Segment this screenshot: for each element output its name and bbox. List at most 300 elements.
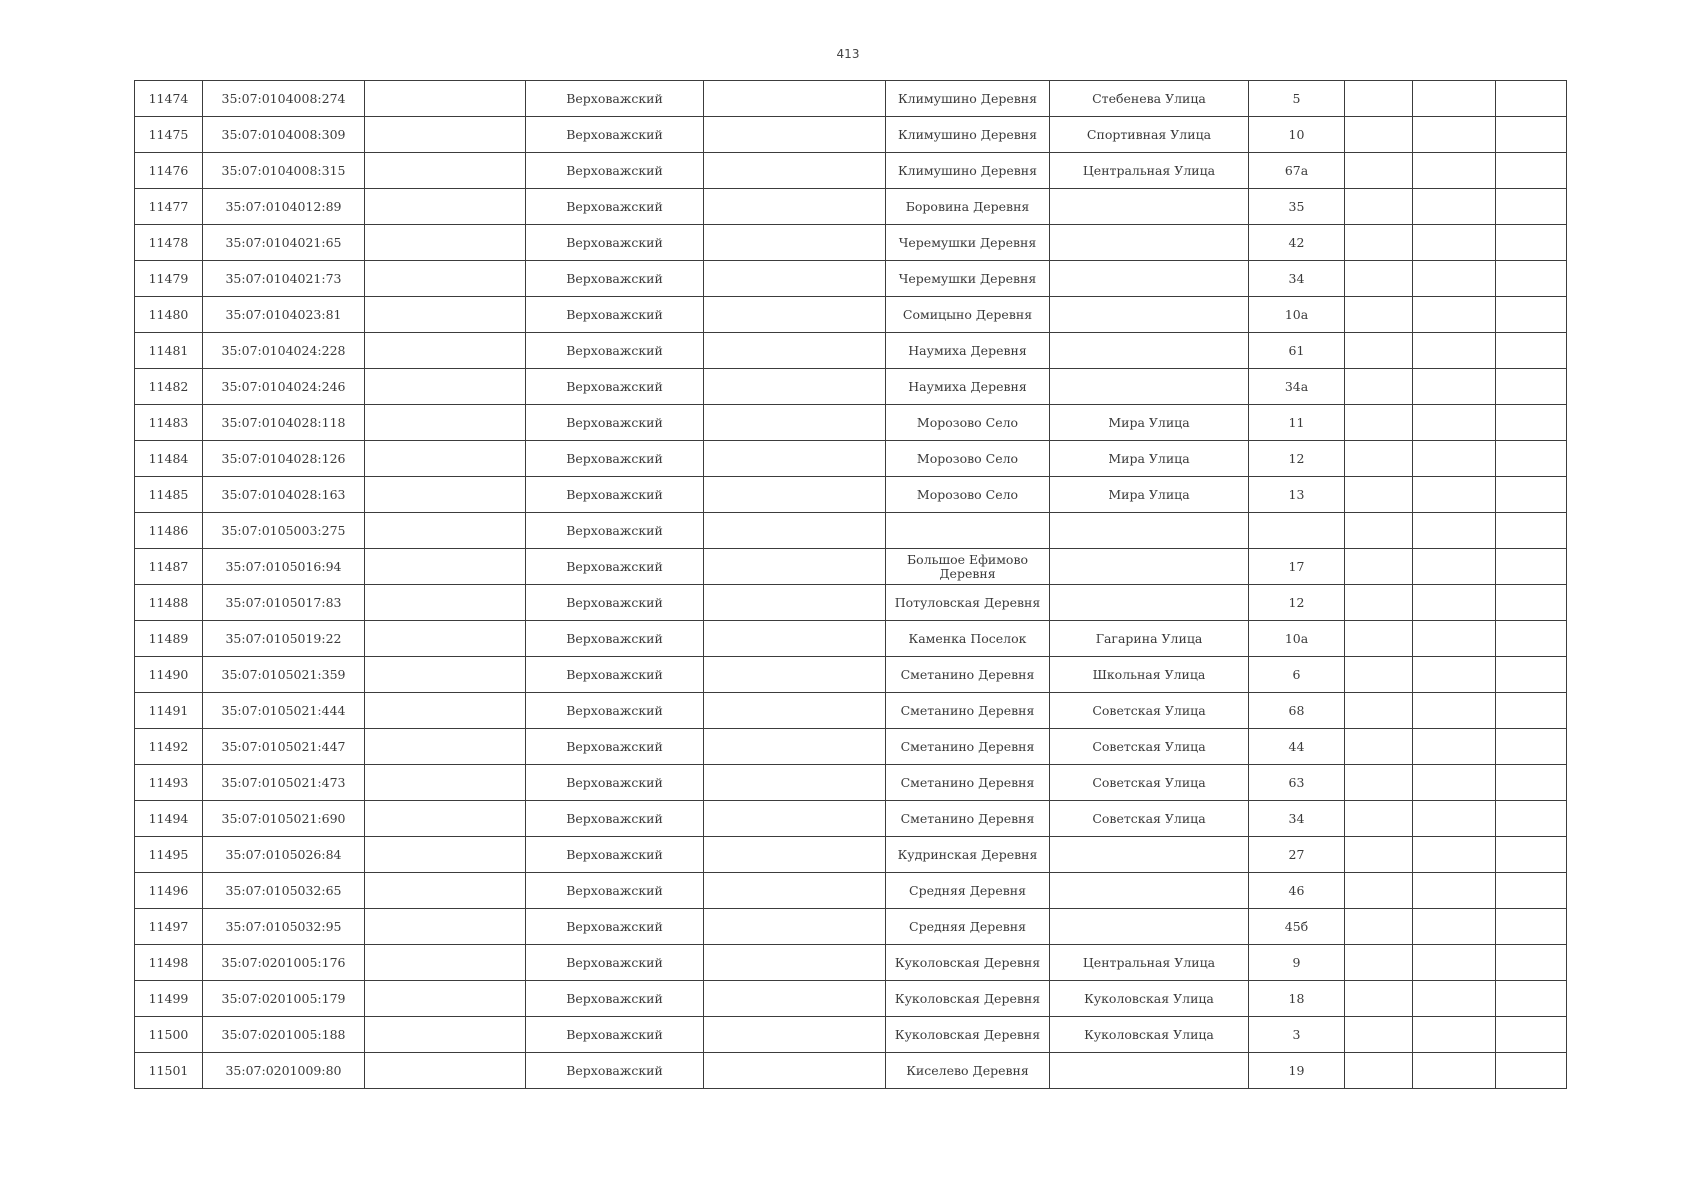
row-number-cell: 11482	[135, 369, 203, 405]
empty-cell-a	[365, 873, 526, 909]
table-row	[135, 333, 1567, 369]
empty-cell-e	[1496, 549, 1567, 585]
empty-cell-b	[704, 657, 886, 693]
empty-cell-b	[704, 1017, 886, 1053]
row-number-cell: 11494	[135, 801, 203, 837]
empty-cell-d	[1413, 1053, 1496, 1089]
cadastral-number-cell: 35:07:0104028:126	[203, 441, 365, 477]
street-cell: Советская Улица	[1050, 729, 1249, 765]
empty-cell-c	[1345, 657, 1413, 693]
house-number-cell: 10	[1249, 117, 1345, 153]
table-row	[135, 621, 1567, 657]
street-cell: Куколовская Улица	[1050, 981, 1249, 1017]
empty-cell-d	[1413, 477, 1496, 513]
empty-cell-e	[1496, 621, 1567, 657]
district-cell: Верховажский	[526, 873, 704, 909]
empty-cell-c	[1345, 297, 1413, 333]
empty-cell-a	[365, 585, 526, 621]
empty-cell-b	[704, 117, 886, 153]
row-number-cell: 11500	[135, 1017, 203, 1053]
empty-cell-a	[365, 477, 526, 513]
street-cell: Советская Улица	[1050, 801, 1249, 837]
empty-cell-d	[1413, 693, 1496, 729]
district-cell: Верховажский	[526, 333, 704, 369]
district-cell: Верховажский	[526, 369, 704, 405]
house-number-cell: 17	[1249, 549, 1345, 585]
cadastral-number-cell: 35:07:0105019:22	[203, 621, 365, 657]
empty-cell-d	[1413, 117, 1496, 153]
street-cell	[1050, 513, 1249, 549]
cadastral-number-cell: 35:07:0105017:83	[203, 585, 365, 621]
cadastral-number-cell: 35:07:0105016:94	[203, 549, 365, 585]
empty-cell-d	[1413, 513, 1496, 549]
empty-cell-c	[1345, 549, 1413, 585]
table-row	[135, 549, 1567, 585]
cadastral-number-cell: 35:07:0104021:65	[203, 225, 365, 261]
empty-cell-a	[365, 693, 526, 729]
empty-cell-c	[1345, 765, 1413, 801]
house-number-cell: 68	[1249, 693, 1345, 729]
street-cell	[1050, 333, 1249, 369]
locality-cell: Наумиха Деревня	[886, 333, 1050, 369]
empty-cell-b	[704, 369, 886, 405]
cadastral-number-cell: 35:07:0104008:315	[203, 153, 365, 189]
table-row	[135, 225, 1567, 261]
empty-cell-c	[1345, 153, 1413, 189]
street-cell: Центральная Улица	[1050, 945, 1249, 981]
empty-cell-b	[704, 405, 886, 441]
empty-cell-c	[1345, 801, 1413, 837]
locality-cell: Черемушки Деревня	[886, 225, 1050, 261]
house-number-cell: 42	[1249, 225, 1345, 261]
street-cell: Мира Улица	[1050, 477, 1249, 513]
empty-cell-d	[1413, 369, 1496, 405]
cadastral-number-cell: 35:07:0105021:359	[203, 657, 365, 693]
empty-cell-c	[1345, 117, 1413, 153]
empty-cell-e	[1496, 909, 1567, 945]
empty-cell-a	[365, 297, 526, 333]
empty-cell-d	[1413, 333, 1496, 369]
empty-cell-a	[365, 513, 526, 549]
house-number-cell: 34а	[1249, 369, 1345, 405]
house-number-cell: 13	[1249, 477, 1345, 513]
house-number-cell: 35	[1249, 189, 1345, 225]
house-number-cell: 27	[1249, 837, 1345, 873]
locality-cell: Сметанино Деревня	[886, 765, 1050, 801]
street-cell	[1050, 225, 1249, 261]
street-cell	[1050, 837, 1249, 873]
empty-cell-a	[365, 117, 526, 153]
empty-cell-d	[1413, 261, 1496, 297]
empty-cell-b	[704, 909, 886, 945]
empty-cell-c	[1345, 477, 1413, 513]
empty-cell-b	[704, 765, 886, 801]
empty-cell-a	[365, 837, 526, 873]
district-cell: Верховажский	[526, 261, 704, 297]
row-number-cell: 11483	[135, 405, 203, 441]
empty-cell-e	[1496, 585, 1567, 621]
row-number-cell: 11497	[135, 909, 203, 945]
street-cell	[1050, 873, 1249, 909]
street-cell	[1050, 297, 1249, 333]
street-cell	[1050, 909, 1249, 945]
empty-cell-b	[704, 729, 886, 765]
empty-cell-e	[1496, 693, 1567, 729]
district-cell: Верховажский	[526, 405, 704, 441]
district-cell: Верховажский	[526, 81, 704, 117]
empty-cell-c	[1345, 81, 1413, 117]
empty-cell-e	[1496, 189, 1567, 225]
row-number-cell: 11496	[135, 873, 203, 909]
empty-cell-a	[365, 621, 526, 657]
empty-cell-d	[1413, 81, 1496, 117]
street-cell: Стебенева Улица	[1050, 81, 1249, 117]
empty-cell-c	[1345, 729, 1413, 765]
empty-cell-c	[1345, 873, 1413, 909]
locality-cell: Морозово Село	[886, 441, 1050, 477]
row-number-cell: 11486	[135, 513, 203, 549]
locality-cell: Наумиха Деревня	[886, 369, 1050, 405]
row-number-cell: 11498	[135, 945, 203, 981]
table-row	[135, 837, 1567, 873]
house-number-cell: 9	[1249, 945, 1345, 981]
cadastral-number-cell: 35:07:0104024:228	[203, 333, 365, 369]
cadastral-number-cell: 35:07:0105032:65	[203, 873, 365, 909]
street-cell: Гагарина Улица	[1050, 621, 1249, 657]
empty-cell-e	[1496, 81, 1567, 117]
district-cell: Верховажский	[526, 837, 704, 873]
empty-cell-d	[1413, 945, 1496, 981]
empty-cell-c	[1345, 621, 1413, 657]
empty-cell-e	[1496, 837, 1567, 873]
table-row	[135, 117, 1567, 153]
table-row	[135, 801, 1567, 837]
cadastral-number-cell: 35:07:0104012:89	[203, 189, 365, 225]
table-row	[135, 477, 1567, 513]
cadastral-number-cell: 35:07:0104028:118	[203, 405, 365, 441]
empty-cell-d	[1413, 1017, 1496, 1053]
empty-cell-c	[1345, 441, 1413, 477]
street-cell: Мира Улица	[1050, 405, 1249, 441]
street-cell: Советская Улица	[1050, 765, 1249, 801]
empty-cell-b	[704, 225, 886, 261]
street-cell	[1050, 549, 1249, 585]
locality-cell: Куколовская Деревня	[886, 1017, 1050, 1053]
empty-cell-c	[1345, 837, 1413, 873]
table-row	[135, 297, 1567, 333]
table-row	[135, 909, 1567, 945]
district-cell: Верховажский	[526, 153, 704, 189]
house-number-cell: 19	[1249, 1053, 1345, 1089]
house-number-cell: 34	[1249, 801, 1345, 837]
empty-cell-a	[365, 441, 526, 477]
street-cell: Спортивная Улица	[1050, 117, 1249, 153]
empty-cell-d	[1413, 621, 1496, 657]
empty-cell-d	[1413, 981, 1496, 1017]
empty-cell-a	[365, 765, 526, 801]
row-number-cell: 11484	[135, 441, 203, 477]
district-cell: Верховажский	[526, 657, 704, 693]
empty-cell-c	[1345, 225, 1413, 261]
empty-cell-d	[1413, 873, 1496, 909]
street-cell: Школьная Улица	[1050, 657, 1249, 693]
empty-cell-d	[1413, 657, 1496, 693]
district-cell: Верховажский	[526, 1053, 704, 1089]
empty-cell-c	[1345, 945, 1413, 981]
empty-cell-c	[1345, 585, 1413, 621]
empty-cell-a	[365, 657, 526, 693]
locality-cell: Киселево Деревня	[886, 1053, 1050, 1089]
empty-cell-c	[1345, 405, 1413, 441]
empty-cell-e	[1496, 477, 1567, 513]
cadastral-number-cell: 35:07:0105021:444	[203, 693, 365, 729]
house-number-cell	[1249, 513, 1345, 549]
street-cell	[1050, 189, 1249, 225]
house-number-cell: 61	[1249, 333, 1345, 369]
empty-cell-a	[365, 153, 526, 189]
empty-cell-d	[1413, 297, 1496, 333]
cadastral-number-cell: 35:07:0105021:473	[203, 765, 365, 801]
empty-cell-a	[365, 189, 526, 225]
empty-cell-d	[1413, 837, 1496, 873]
locality-cell: Сметанино Деревня	[886, 657, 1050, 693]
locality-cell: Морозово Село	[886, 405, 1050, 441]
row-number-cell: 11485	[135, 477, 203, 513]
house-number-cell: 6	[1249, 657, 1345, 693]
empty-cell-a	[365, 225, 526, 261]
cadastral-number-cell: 35:07:0201005:176	[203, 945, 365, 981]
empty-cell-a	[365, 945, 526, 981]
street-cell	[1050, 1053, 1249, 1089]
row-number-cell: 11487	[135, 549, 203, 585]
street-cell	[1050, 261, 1249, 297]
empty-cell-e	[1496, 729, 1567, 765]
row-number-cell: 11478	[135, 225, 203, 261]
empty-cell-e	[1496, 657, 1567, 693]
cadastral-number-cell: 35:07:0104023:81	[203, 297, 365, 333]
locality-cell: Средняя Деревня	[886, 873, 1050, 909]
row-number-cell: 11493	[135, 765, 203, 801]
table-row	[135, 441, 1567, 477]
house-number-cell: 10а	[1249, 297, 1345, 333]
empty-cell-e	[1496, 369, 1567, 405]
empty-cell-c	[1345, 369, 1413, 405]
empty-cell-b	[704, 621, 886, 657]
row-number-cell: 11489	[135, 621, 203, 657]
empty-cell-d	[1413, 585, 1496, 621]
street-cell: Куколовская Улица	[1050, 1017, 1249, 1053]
district-cell: Верховажский	[526, 621, 704, 657]
empty-cell-d	[1413, 441, 1496, 477]
empty-cell-e	[1496, 945, 1567, 981]
empty-cell-d	[1413, 405, 1496, 441]
empty-cell-b	[704, 801, 886, 837]
locality-cell: Куколовская Деревня	[886, 981, 1050, 1017]
empty-cell-b	[704, 945, 886, 981]
empty-cell-d	[1413, 225, 1496, 261]
row-number-cell: 11474	[135, 81, 203, 117]
register-body	[135, 81, 1567, 1089]
empty-cell-b	[704, 189, 886, 225]
locality-cell: Климушино Деревня	[886, 81, 1050, 117]
street-cell	[1050, 369, 1249, 405]
district-cell: Верховажский	[526, 549, 704, 585]
district-cell: Верховажский	[526, 585, 704, 621]
table-row	[135, 189, 1567, 225]
cadastral-number-cell: 35:07:0201005:179	[203, 981, 365, 1017]
empty-cell-a	[365, 333, 526, 369]
district-cell: Верховажский	[526, 1017, 704, 1053]
locality-cell: Каменка Поселок	[886, 621, 1050, 657]
empty-cell-b	[704, 261, 886, 297]
empty-cell-e	[1496, 1017, 1567, 1053]
locality-cell: Климушино Деревня	[886, 153, 1050, 189]
house-number-cell: 12	[1249, 441, 1345, 477]
district-cell: Верховажский	[526, 909, 704, 945]
empty-cell-a	[365, 1017, 526, 1053]
table-row	[135, 81, 1567, 117]
district-cell: Верховажский	[526, 981, 704, 1017]
district-cell: Верховажский	[526, 225, 704, 261]
cadastral-number-cell: 35:07:0104021:73	[203, 261, 365, 297]
empty-cell-b	[704, 513, 886, 549]
district-cell: Верховажский	[526, 117, 704, 153]
locality-cell: Средняя Деревня	[886, 909, 1050, 945]
district-cell: Верховажский	[526, 693, 704, 729]
empty-cell-e	[1496, 225, 1567, 261]
empty-cell-b	[704, 1053, 886, 1089]
district-cell: Верховажский	[526, 729, 704, 765]
table-row	[135, 153, 1567, 189]
empty-cell-d	[1413, 189, 1496, 225]
empty-cell-b	[704, 585, 886, 621]
row-number-cell: 11488	[135, 585, 203, 621]
street-cell	[1050, 585, 1249, 621]
district-cell: Верховажский	[526, 945, 704, 981]
empty-cell-b	[704, 477, 886, 513]
table-row	[135, 693, 1567, 729]
table-row	[135, 873, 1567, 909]
empty-cell-c	[1345, 189, 1413, 225]
empty-cell-e	[1496, 513, 1567, 549]
table-row	[135, 513, 1567, 549]
row-number-cell: 11501	[135, 1053, 203, 1089]
locality-cell: Большое Ефимово Деревня	[886, 549, 1050, 585]
empty-cell-a	[365, 549, 526, 585]
empty-cell-c	[1345, 909, 1413, 945]
table-row	[135, 1053, 1567, 1089]
property-register-table	[134, 80, 1567, 1089]
empty-cell-a	[365, 801, 526, 837]
table-row	[135, 585, 1567, 621]
empty-cell-a	[365, 909, 526, 945]
empty-cell-e	[1496, 405, 1567, 441]
street-cell: Мира Улица	[1050, 441, 1249, 477]
row-number-cell: 11492	[135, 729, 203, 765]
cadastral-number-cell: 35:07:0105032:95	[203, 909, 365, 945]
house-number-cell: 5	[1249, 81, 1345, 117]
empty-cell-c	[1345, 1017, 1413, 1053]
empty-cell-a	[365, 729, 526, 765]
empty-cell-b	[704, 837, 886, 873]
empty-cell-c	[1345, 1053, 1413, 1089]
row-number-cell: 11475	[135, 117, 203, 153]
locality-cell	[886, 513, 1050, 549]
empty-cell-d	[1413, 765, 1496, 801]
empty-cell-e	[1496, 801, 1567, 837]
district-cell: Верховажский	[526, 801, 704, 837]
empty-cell-c	[1345, 333, 1413, 369]
district-cell: Верховажский	[526, 765, 704, 801]
district-cell: Верховажский	[526, 441, 704, 477]
row-number-cell: 11480	[135, 297, 203, 333]
row-number-cell: 11477	[135, 189, 203, 225]
locality-cell: Потуловская Деревня	[886, 585, 1050, 621]
empty-cell-a	[365, 81, 526, 117]
empty-cell-b	[704, 549, 886, 585]
table-row	[135, 657, 1567, 693]
cadastral-number-cell: 35:07:0201005:188	[203, 1017, 365, 1053]
cadastral-number-cell: 35:07:0104008:309	[203, 117, 365, 153]
table-row	[135, 405, 1567, 441]
empty-cell-b	[704, 297, 886, 333]
street-cell: Центральная Улица	[1050, 153, 1249, 189]
empty-cell-a	[365, 1053, 526, 1089]
empty-cell-a	[365, 369, 526, 405]
row-number-cell: 11479	[135, 261, 203, 297]
locality-cell: Кудринская Деревня	[886, 837, 1050, 873]
locality-cell: Сметанино Деревня	[886, 693, 1050, 729]
empty-cell-d	[1413, 801, 1496, 837]
cadastral-number-cell: 35:07:0201009:80	[203, 1053, 365, 1089]
street-cell: Советская Улица	[1050, 693, 1249, 729]
empty-cell-b	[704, 441, 886, 477]
row-number-cell: 11490	[135, 657, 203, 693]
district-cell: Верховажский	[526, 189, 704, 225]
empty-cell-b	[704, 333, 886, 369]
cadastral-number-cell: 35:07:0105026:84	[203, 837, 365, 873]
empty-cell-d	[1413, 729, 1496, 765]
empty-cell-c	[1345, 513, 1413, 549]
empty-cell-d	[1413, 909, 1496, 945]
empty-cell-e	[1496, 873, 1567, 909]
house-number-cell: 11	[1249, 405, 1345, 441]
house-number-cell: 45б	[1249, 909, 1345, 945]
empty-cell-c	[1345, 981, 1413, 1017]
district-cell: Верховажский	[526, 477, 704, 513]
locality-cell: Сметанино Деревня	[886, 729, 1050, 765]
row-number-cell: 11495	[135, 837, 203, 873]
house-number-cell: 3	[1249, 1017, 1345, 1053]
house-number-cell: 44	[1249, 729, 1345, 765]
locality-cell: Черемушки Деревня	[886, 261, 1050, 297]
row-number-cell: 11491	[135, 693, 203, 729]
house-number-cell: 46	[1249, 873, 1345, 909]
house-number-cell: 34	[1249, 261, 1345, 297]
district-cell: Верховажский	[526, 513, 704, 549]
table-row	[135, 945, 1567, 981]
empty-cell-c	[1345, 693, 1413, 729]
table-row	[135, 1017, 1567, 1053]
row-number-cell: 11499	[135, 981, 203, 1017]
empty-cell-e	[1496, 153, 1567, 189]
empty-cell-b	[704, 873, 886, 909]
cadastral-number-cell: 35:07:0105021:690	[203, 801, 365, 837]
locality-cell: Куколовская Деревня	[886, 945, 1050, 981]
page-number: 413	[836, 47, 860, 61]
district-cell: Верховажский	[526, 297, 704, 333]
table-row	[135, 369, 1567, 405]
